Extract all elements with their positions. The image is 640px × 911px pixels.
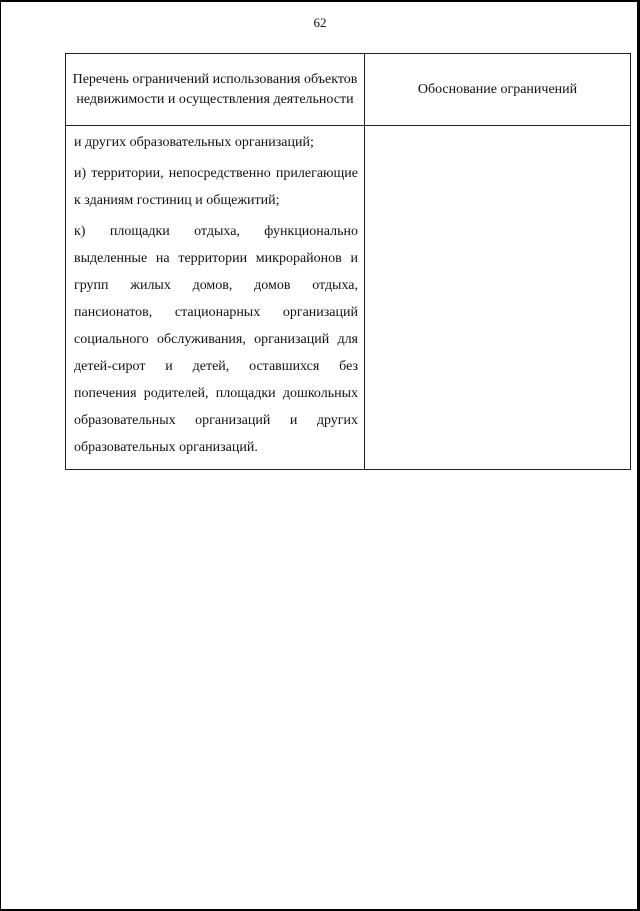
restrictions-table (65, 53, 631, 470)
restrictions-cell (66, 126, 365, 470)
justification-cell (365, 126, 631, 470)
paragraph-item-k: к) площадки отдыха, функционально выделенные на территории микрорайонов и групп жилых домов, домов отдыха, пансионатов, стационарных организаций социального обслуживания, организаций для детей-сирот и детей, оставшихся без попечения родителей, площадки дошкольных образовательных организаций и других образовательных организаций. (74, 224, 358, 455)
paragraph-continuation: и других образовательных организаций; (74, 135, 314, 150)
table-row (66, 126, 631, 470)
header-justification: Обоснование ограничений (365, 54, 631, 126)
header-restrictions-list: Перечень ограничений использования объектов недвижимости и осуществления деятельности (66, 54, 365, 126)
page-number: 62 (313, 15, 327, 30)
paragraph-item-i: и) территории, непосредственно прилегающие к зданиям гостиниц и общежитий; (74, 166, 358, 208)
table-header-row (66, 54, 631, 126)
